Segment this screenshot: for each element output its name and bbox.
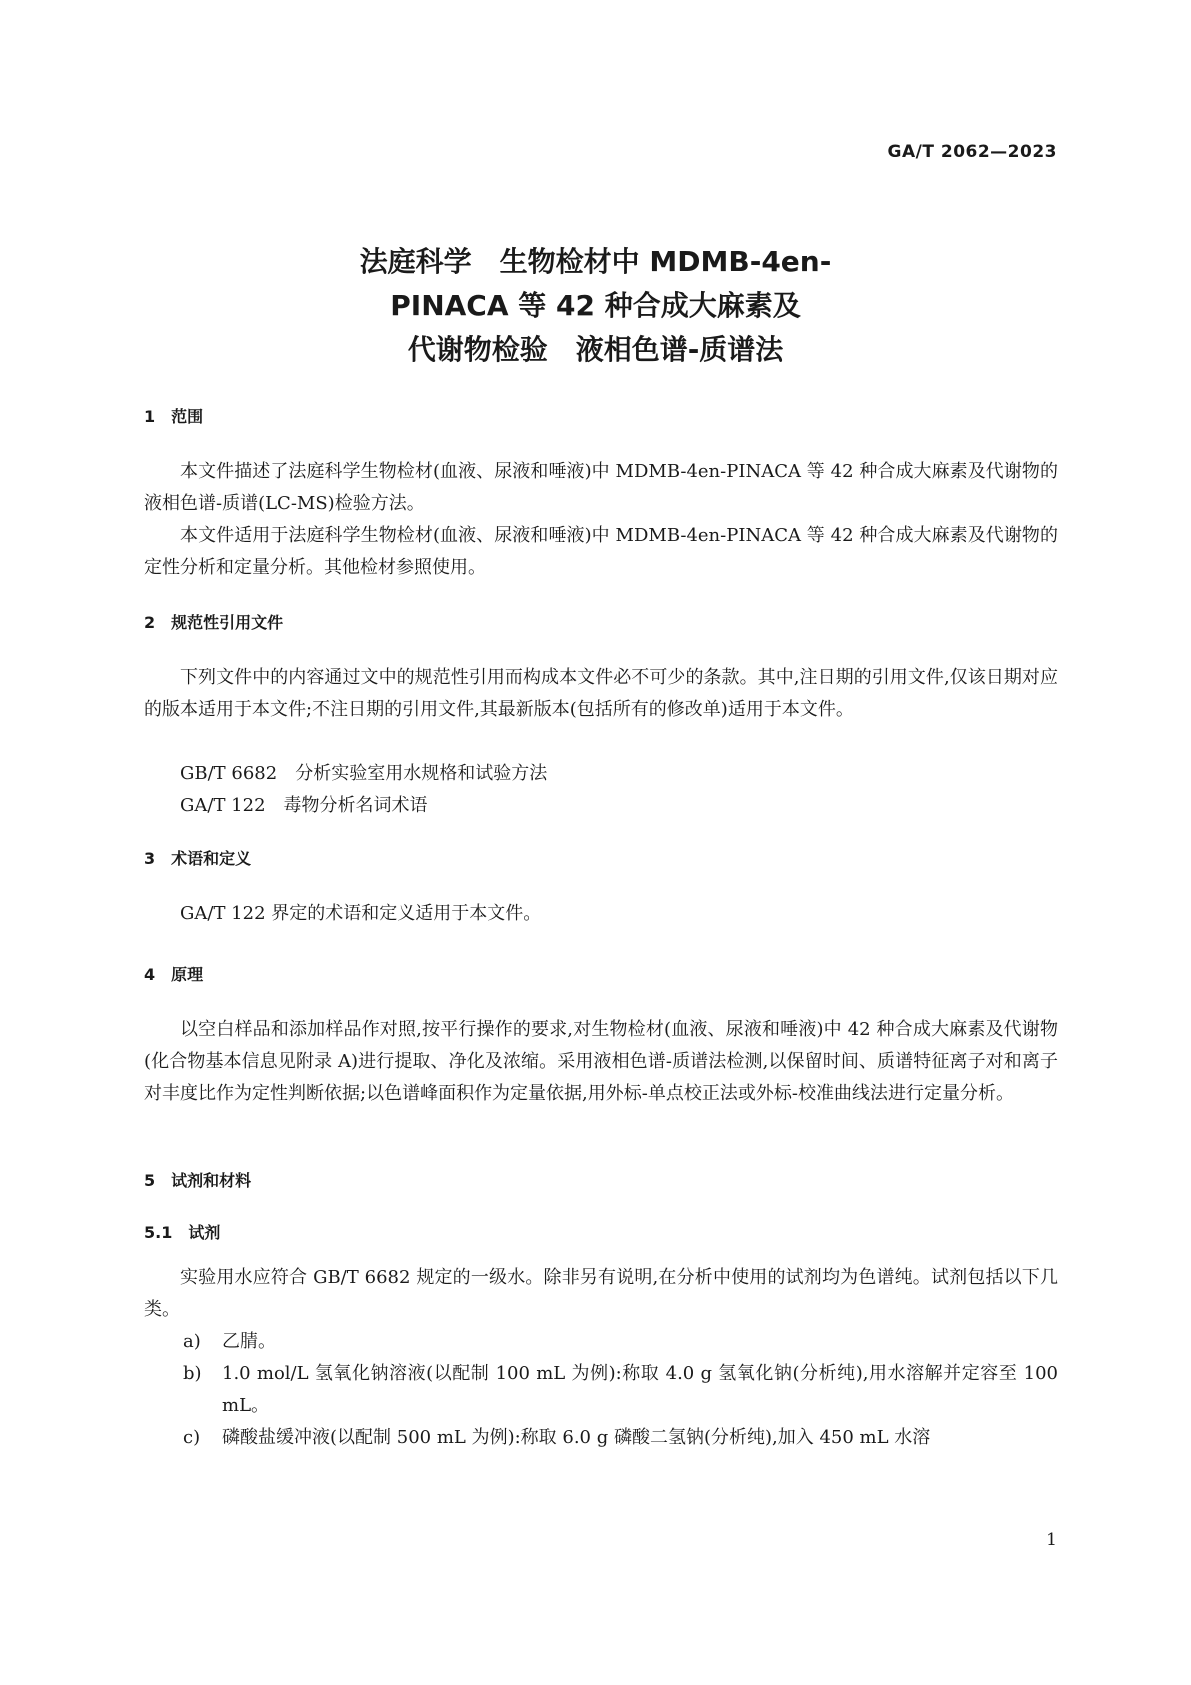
- page-number: 1: [1046, 1530, 1057, 1550]
- title-line-1: 法庭科学 生物检材中 MDMB-4en-: [359, 245, 832, 278]
- normative-reference-1: GB/T 6682 分析实验室用水规格和试验方法: [180, 763, 548, 784]
- section-5-1-heading: 5.1 试剂: [144, 1223, 221, 1242]
- section-1-paragraph-2: 本文件适用于法庭科学生物检材(血液、尿液和唾液)中 MDMB-4en-PINACA 等 42 种合成大麻素及代谢物的定性分析和定量分析。其他检材参照使用。: [144, 525, 1058, 578]
- document-title: [0, 240, 1191, 372]
- section-1-heading: 1 范围: [144, 407, 204, 426]
- list-marker: c): [183, 1427, 201, 1448]
- list-item-text: 1.0 mol/L 氢氧化钠溶液(以配制 100 mL 为例):称取 4.0 g 氢氧化钠(分析纯),用水溶解并定容至 100 mL。: [222, 1363, 1058, 1416]
- title-line-2: PINACA 等 42 种合成大麻素及: [390, 289, 801, 322]
- document-code: GA/T 2062—2023: [887, 142, 1057, 162]
- title-line-3: 代谢物检验 液相色谱-质谱法: [407, 333, 784, 366]
- normative-reference-2: GA/T 122 毒物分析名词术语: [180, 795, 428, 816]
- section-4-heading: 4 原理: [144, 965, 204, 984]
- list-marker: b): [183, 1363, 202, 1384]
- section-3-paragraph-1: GA/T 122 界定的术语和定义适用于本文件。: [180, 903, 542, 924]
- reagent-list-item: [180, 1326, 1058, 1358]
- section-2-heading: 2 规范性引用文件: [144, 613, 284, 632]
- section-1-paragraph-1: 本文件描述了法庭科学生物检材(血液、尿液和唾液)中 MDMB-4en-PINACA 等 42 种合成大麻素及代谢物的液相色谱-质谱(LC-MS)检验方法。: [144, 461, 1058, 514]
- list-item-text: 磷酸盐缓冲液(以配制 500 mL 为例):称取 6.0 g 磷酸二氢钠(分析纯),加入 450 mL 水溶: [222, 1427, 931, 1448]
- section-3-heading: 3 术语和定义: [144, 849, 252, 868]
- list-marker: a): [183, 1331, 201, 1352]
- section-2-paragraph-1: 下列文件中的内容通过文中的规范性引用而构成本文件必不可少的条款。其中,注日期的引用文件,仅该日期对应的版本适用于本文件;不注日期的引用文件,其最新版本(包括所有的修改单)适用于本文件。: [144, 667, 1058, 720]
- reagent-list-item: [180, 1358, 1058, 1422]
- list-item-text: 乙腈。: [222, 1331, 276, 1352]
- section-4-paragraph-1: 以空白样品和添加样品作对照,按平行操作的要求,对生物检材(血液、尿液和唾液)中 42 种合成大麻素及代谢物(化合物基本信息见附录 A)进行提取、净化及浓缩。采用液相色谱-质谱法检测,以保留时间、质谱特征离子对和离子对丰度比作为定性判断依据;以色谱峰面积作为定量依据,用外标-单点校正法或外标-校准曲线法进行定量分析。: [144, 1019, 1058, 1104]
- section-5-heading: 5 试剂和材料: [144, 1171, 252, 1190]
- reagent-list-item: [180, 1422, 1058, 1454]
- section-5-1-paragraph-1: 实验用水应符合 GB/T 6682 规定的一级水。除非另有说明,在分析中使用的试剂均为色谱纯。试剂包括以下几类。: [144, 1267, 1058, 1320]
